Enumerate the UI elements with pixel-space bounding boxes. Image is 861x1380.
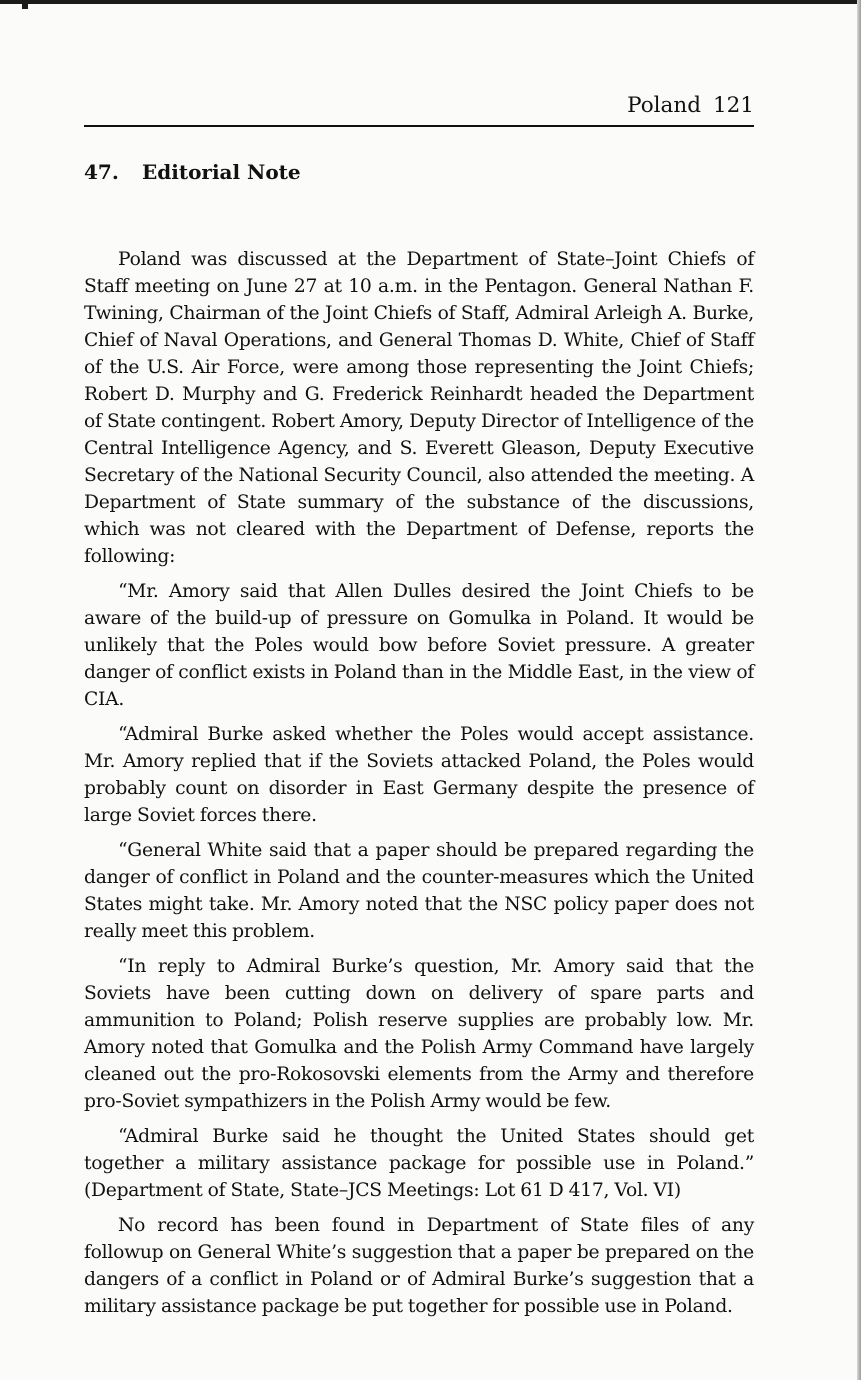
page-top-border-notch <box>22 0 28 9</box>
paragraph: No record has been found in Department of State files of any followup on General White’s suggestion that a paper be prepared on the dangers of a conflict in Poland or of Admiral Burke’s suggestion that a military assistance package be put together for possible use in Poland. <box>84 1215 754 1317</box>
section-title: Editorial Note <box>142 160 301 184</box>
body-text <box>84 246 754 1328</box>
paragraph: Poland was discussed at the Department of State–Joint Chiefs of Staff meeting on June 27 at 10 a.m. in the Pentagon. General Nathan F. Twining, Chairman of the Joint Chiefs of Staff, Admiral Arleigh A. Burke, Chief of Naval Operations, and General Thomas D. White, Chief of Staff of the U.S. Air Force, were among those representing the Joint Chiefs; Robert D. Murphy and G. Frederick Reinhardt headed the Department of State contingent. Robert Amory, Deputy Director of Intelligence of the Central Intelligence Agency, and S. Everett Gleason, Deputy Executive Secretary of the National Security Council, also attended the meeting. A Department of State summary of the substance of the discussions, which was not cleared with the Department of Defense, reports the following: <box>84 249 754 567</box>
paragraph: “Mr. Amory said that Allen Dulles desired the Joint Chiefs to be aware of the build-up of pressure on Gomulka in Poland. It would be unlikely that the Poles would bow before Soviet pressure. A greater danger of conflict exists in Poland than in the Middle East, in the view of CIA. <box>84 581 754 710</box>
running-head-title: Poland <box>627 93 701 118</box>
paragraph: “Admiral Burke asked whether the Poles would accept assistance. Mr. Amory replied that if the Soviets attacked Poland, the Poles would probably count on disorder in East Germany despite the presence of large Soviet forces there. <box>84 724 754 826</box>
section-number: 47. <box>84 160 119 184</box>
section-heading <box>84 160 301 184</box>
page-right-edge <box>857 0 861 1380</box>
running-head <box>84 93 754 123</box>
page-number: 121 <box>712 93 754 118</box>
paragraph: “General White said that a paper should be prepared regarding the danger of conflict in Poland and the counter-measures which the United States might take. Mr. Amory noted that the NSC policy paper does not really meet this problem. <box>84 840 754 942</box>
page-top-border <box>0 0 861 4</box>
header-rule <box>84 125 754 127</box>
paragraph: “In reply to Admiral Burke’s question, Mr. Amory said that the Soviets have been cutting down on delivery of spare parts and ammunition to Poland; Polish reserve supplies are probably low. Mr. Amory noted that Gomulka and the Polish Army Command have largely cleaned out the pro-Rokosovski elements from the Army and therefore pro-Soviet sympathizers in the Polish Army would be few. <box>84 956 754 1112</box>
paragraph: “Admiral Burke said he thought the United States should get together a military assistance package for possible use in Poland.” (Department of State, State–JCS Meetings: Lot 61 D 417, Vol. VI) <box>84 1126 754 1201</box>
